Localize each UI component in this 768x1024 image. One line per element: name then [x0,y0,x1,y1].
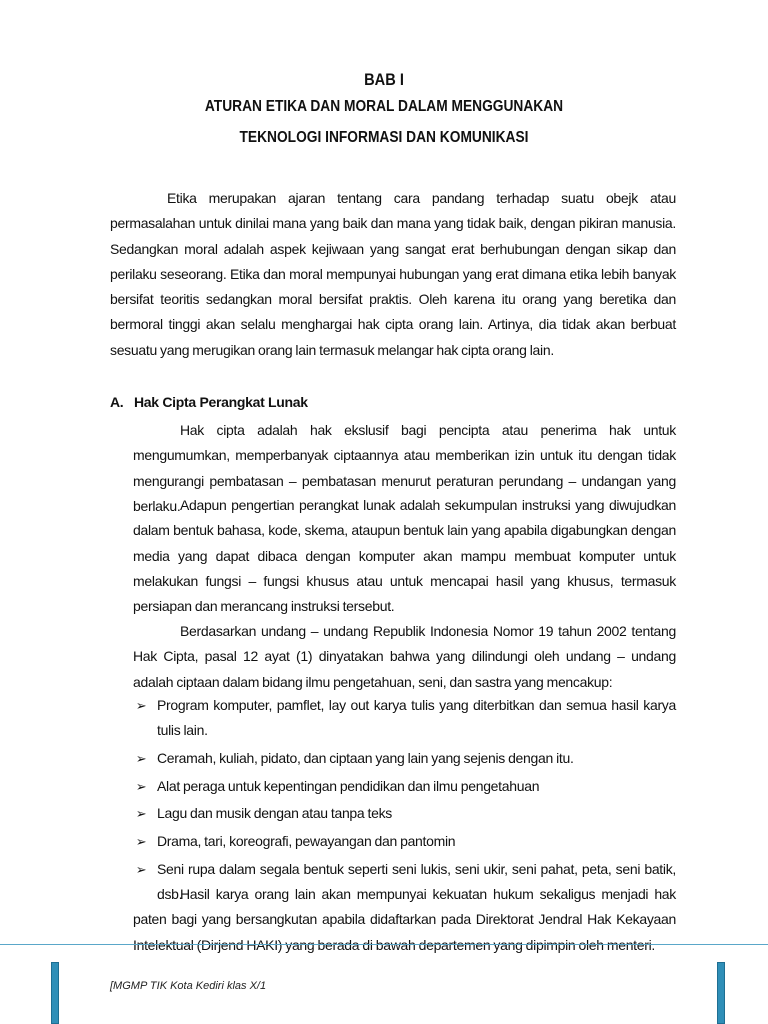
scope-list [133,693,676,910]
section-a-paragraph-2: Adapun pengertian perangkat lunak adalah sekumpulan instruksi yang diwujudkan dalam bentuk bahasa, kode, skema, ataupun bentuk lain yang apabila digabungkan dengan media yang dapat dibaca dengan komputer akan mampu membuat komputer untuk melakukan fungsi – fungsi khusus atau untuk mencapai hasil yang khusus, termasuk persiapan dan merancang instruksi tersebut. [133,497,676,615]
arrow-bullet-icon: ➢ [135,806,147,822]
list-item: ➢ Seni rupa dalam segala bentuk seperti seni lukis, seni ukir, seni pahat, peta, seni batik, dsb. [133,857,676,908]
chapter-title-line-2: TEKNOLOGI INFORMASI DAN KOMUNIKASI [239,129,529,146]
footer-left-bar [51,962,59,1024]
list-item: ➢ Program komputer, pamflet, lay out karya tulis yang diterbitkan dan semua hasil karya tulis lain. [133,693,676,744]
section-a-heading [110,394,308,410]
footer-divider [0,944,768,945]
footer-text: [MGMP TIK Kota Kediri klas X/1 [110,980,267,992]
section-a-letter: A. [110,394,124,410]
chapter-label: BAB I [364,70,404,89]
footer-right-bar [717,962,725,1024]
intro-paragraph: Etika merupakan ajaran tentang cara pandang terhadap suatu obejk atau permasalahan untuk dinilai mana yang baik dan mana yang tidak baik, dengan pikiran manusia. Sedangkan moral adalah aspek kejiwaan yang sangat erat berhubungan dengan sikap dan perilaku seseorang. Etika dan moral mempunyai hubungan yang erat dimana etika lebih banyak bersifat teoritis sedangkan moral bersifat praktis. Oleh karena itu orang yang beretika dan bermoral tinggi akan selalu menghargai hak cipta orang lain. Artinya, dia tidak akan berbuat sesuatu yang merugikan orang lain termasuk melangar hak cipta orang lain. [110,190,676,358]
list-item: ➢ Lagu dan musik dengan atau tanpa teks [133,801,676,826]
arrow-bullet-icon: ➢ [135,861,147,877]
arrow-bullet-icon: ➢ [135,834,147,850]
arrow-bullet-icon: ➢ [135,750,147,766]
arrow-bullet-icon: ➢ [135,698,147,713]
section-a-paragraph-1: Hak cipta adalah hak ekslusif bagi pencipta atau penerima hak untuk mengumumkan, memperbanyak ciptaannya atau memberikan izin untuk itu dengan tidak mengurangi pembatasan – pembatasan menurut peraturan perundang – undangan yang berlaku. [133,422,676,514]
list-item: ➢ Alat peraga untuk kepentingan pendidikan dan ilmu pengetahuan [133,774,676,799]
section-a-paragraph-4: Hasil karya orang lain akan mempunyai kekuatan hukum sekaligus menjadi hak paten bagi yang bersangkutan apabila didaftarkan pada Direktorat Jendral Hak Kekayaan Intelektual (Dirjend HAKI) yang berada di bawah departemen yang dipimpin oleh menteri. [133,886,676,953]
chapter-title-line-1: ATURAN ETIKA DAN MORAL DALAM MENGGUNAKAN [204,98,564,115]
list-item: ➢ Drama, tari, koreografi, pewayangan dan pantomin [133,829,676,854]
list-item: ➢ Ceramah, kuliah, pidato, dan ciptaan yang lain yang sejenis dengan itu. [133,746,676,771]
section-a-title: Hak Cipta Perangkat Lunak [134,394,308,410]
section-a-paragraph-3: Berdasarkan undang – undang Republik Indonesia Nomor 19 tahun 2002 tentang Hak Cipta, pasal 12 ayat (1) dinyatakan bahwa yang dilindungi oleh undang – undang adalah ciptaan dalam bidang ilmu pengetahuan, seni, dan sastra yang mencakup: [133,623,676,690]
arrow-bullet-icon: ➢ [135,778,147,794]
